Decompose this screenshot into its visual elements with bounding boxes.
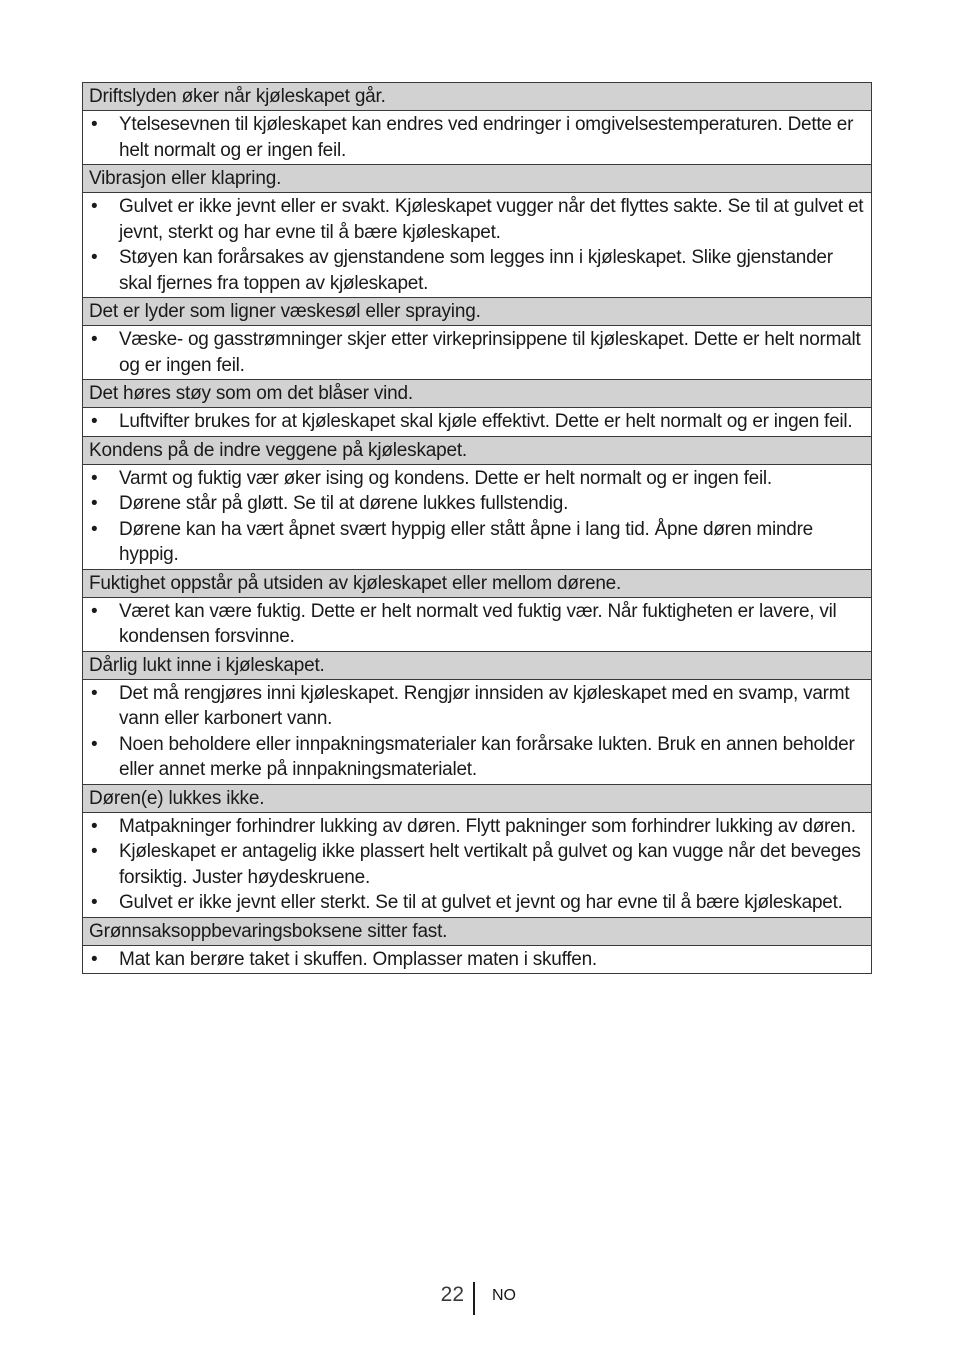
bullet-list <box>89 947 865 973</box>
section-body <box>83 465 871 570</box>
list-item-text: Varmt og fuktig vær øker ising og kondens. Dette er helt normalt og er ingen feil. <box>119 467 772 489</box>
section-header: Døren(e) lukkes ikke. <box>83 785 871 813</box>
list-item <box>89 814 865 840</box>
page-number: 22 <box>440 1283 464 1306</box>
list-item-text: Kjøleskapet er antagelig ikke plassert helt vertikalt på gulvet og kan vugge når det beveges forsiktig. Juster høydeskruene. <box>119 841 861 888</box>
bullet-icon: • <box>91 948 98 970</box>
list-item-text: Gulvet er ikke jevnt eller er svakt. Kjøleskapet vugger når det flyttes sakte. Se til at gulvet et jevnt, sterkt og har evne til å bære kjøleskapet. <box>119 196 864 243</box>
list-item-text: Været kan være fuktig. Dette er helt normalt ved fuktig vær. Når fuktigheten er lavere, vil kondensen forsvinne. <box>119 600 837 647</box>
bullet-icon: • <box>91 329 98 350</box>
list-item-text: Ytelsesevnen til kjøleskapet kan endres ved endringer i omgivelsestemperaturen. Dette er helt normalt og er ingen feil. <box>119 114 854 161</box>
list-item-text: Luftvifter brukes for at kjøleskapet skal kjøle effektivt. Dette er helt normalt og er ingen feil. <box>119 411 853 432</box>
list-item-text: Mat kan berøre taket i skuffen. Omplasser maten i skuffen. <box>119 948 597 970</box>
page-footer <box>0 1280 954 1316</box>
section-body <box>83 408 871 437</box>
list-item <box>89 491 865 517</box>
list-item-text: Gulvet er ikke jevnt eller sterkt. Se til at gulvet et jevnt og har evne til å bære kjøleskapet. <box>119 892 843 913</box>
list-item <box>89 409 865 435</box>
language-code: NO <box>492 1287 516 1304</box>
bullet-icon: • <box>91 247 98 268</box>
list-item <box>89 466 865 492</box>
section-header: Det høres støy som om det blåser vind. <box>83 380 871 408</box>
bullet-icon: • <box>91 114 98 135</box>
list-item <box>89 327 865 378</box>
list-item <box>89 194 865 245</box>
bullet-list <box>89 409 865 435</box>
list-item <box>89 599 865 650</box>
bullet-icon: • <box>91 815 98 837</box>
list-item-text: Dørene kan ha vært åpnet svært hyppig eller stått åpne i lang tid. Åpne døren mindre hyppig. <box>119 518 813 565</box>
section-header: Det er lyder som ligner væskesøl eller spraying. <box>83 298 871 326</box>
list-item <box>89 517 865 568</box>
bullet-list <box>89 327 865 378</box>
bullet-list <box>89 599 865 650</box>
bullet-list <box>89 112 865 163</box>
bullet-icon: • <box>91 841 98 862</box>
bullet-list <box>89 194 865 296</box>
list-item <box>89 839 865 890</box>
bullet-icon: • <box>91 892 98 913</box>
bullet-list <box>89 466 865 568</box>
section-body <box>83 111 871 165</box>
bullet-icon: • <box>91 733 98 755</box>
bullet-icon: • <box>91 196 98 217</box>
list-item <box>89 681 865 732</box>
troubleshooting-table <box>82 82 872 974</box>
bullet-icon: • <box>91 411 98 432</box>
bullet-list <box>89 814 865 916</box>
section-header: Grønnsaksoppbevaringsboksene sitter fast. <box>83 918 871 946</box>
section-body <box>83 680 871 785</box>
list-item <box>89 890 865 916</box>
list-item <box>89 112 865 163</box>
list-item-text: Noen beholdere eller innpakningsmaterialer kan forårsake lukten. Bruk en annen beholder eller annet merke på innpakningsmaterialet. <box>119 733 855 780</box>
list-item <box>89 245 865 296</box>
section-body <box>83 946 871 975</box>
section-header: Dårlig lukt inne i kjøleskapet. <box>83 652 871 680</box>
footer-divider <box>473 1282 475 1315</box>
list-item-text: Støyen kan forårsakes av gjenstandene som legges inn i kjøleskapet. Slike gjenstander skal fjernes fra toppen av kjøleskapet. <box>119 247 833 294</box>
bullet-list <box>89 681 865 783</box>
section-body <box>83 193 871 298</box>
section-body <box>83 598 871 652</box>
list-item <box>89 732 865 783</box>
section-header: Kondens på de indre veggene på kjøleskapet. <box>83 437 871 465</box>
section-body <box>83 326 871 380</box>
list-item-text: Væske- og gasstrømninger skjer etter virkeprinsippene til kjøleskapet. Dette er helt normalt og er ingen feil. <box>119 329 861 376</box>
bullet-icon: • <box>91 600 98 622</box>
bullet-icon: • <box>91 467 98 489</box>
list-item <box>89 947 865 973</box>
list-item-text: Matpakninger forhindrer lukking av døren. Flytt pakninger som forhindrer lukking av døren. <box>119 815 856 837</box>
list-item-text: Dørene står på gløtt. Se til at dørene lukkes fullstendig. <box>119 493 569 514</box>
section-header: Fuktighet oppstår på utsiden av kjøleskapet eller mellom dørene. <box>83 570 871 598</box>
bullet-icon: • <box>91 493 98 514</box>
bullet-icon: • <box>91 518 98 540</box>
section-header: Driftslyden øker når kjøleskapet går. <box>83 83 871 111</box>
list-item-text: Det må rengjøres inni kjøleskapet. Rengjør innsiden av kjøleskapet med en svamp, varmt vann eller karbonert vann. <box>119 682 850 729</box>
bullet-icon: • <box>91 682 98 704</box>
section-body <box>83 813 871 918</box>
section-header: Vibrasjon eller klapring. <box>83 165 871 193</box>
